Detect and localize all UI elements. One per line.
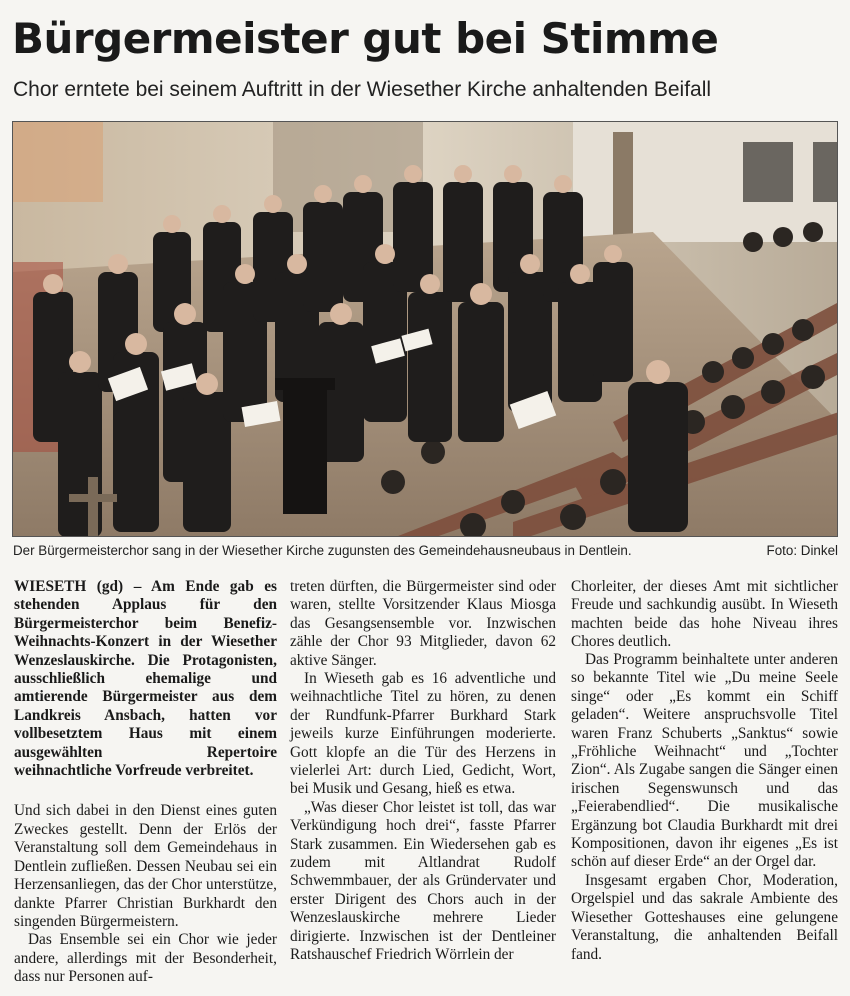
article-headline: Bürgermeister gut bei Stimme [12, 14, 719, 63]
article-column-1 [14, 578, 277, 986]
caption-text: Der Bürgermeisterchor sang in der Wiesether Kirche zugunsten des Gemeindehausneubaus in Dentlein. [13, 543, 632, 558]
article-paragraph: Das Ensemble sei ein Chor wie jeder andere, allerdings mit der Besonderheit, dass nur Personen auf- [14, 931, 277, 986]
choir-photo [12, 121, 838, 537]
article-paragraph-continued: treten dürften, die Bürgermeister sind oder waren, stellte Vorsitzender Klaus Miosga das Gesangsensemble vor. Inzwischen zähle der Chor 93 Mitglieder, davon 62 aktive Sänger. [290, 578, 556, 669]
article-paragraph: Das Programm beinhaltete unter anderen so bekannte Titel wie „Du meine Seele singe“ oder „Es kommt ein Schiff geladen“. Weitere anspruchsvolle Titel waren Franz Schuberts „Sanktus“ sowie „Fröhliche Weihnacht“ und „Tochter Zion“. Als Zugabe sangen die Sänger einen irischen Segenswunsch und das „Feierabendlied“. Die musikalische Ergänzung bot Claudia Burkhardt mit drei Kompositionen, davon ihr eigenes „Es ist schön auf dieser Erde“ an der Orgel dar. [571, 651, 838, 871]
article-lead: WIESETH (gd) – Am Ende gab es stehenden Applaus für den Bürgermeisterchor beim Benefiz-Weihnachts-Konzert in der Wiesether Wenzeslauskirche. Die Protagonisten, ausschließlich ehemalige und amtierende Bürgermeister aus dem Landkreis Ansbach, hatten vor vollbesetztem Haus mit einem ausgewählten Repertoire weihnachtliche Vorfreude verbreitet. [14, 578, 277, 780]
article-paragraph: Insgesamt ergaben Chor, Moderation, Orgelspiel und das sakrale Ambiente des Wiesether Gotteshauses eine gelungene Veranstaltung, die anhaltenden Beifall fand. [571, 871, 838, 963]
article-paragraph: Und sich dabei in den Dienst eines guten Zweckes gestellt. Denn der Erlös der Veranstaltung soll dem Gemeindehaus in Dentlein zufließen. Dessen Neubau sei ein Herzensanliegen, das der Chor unterstütze, dankte Pfarrer Christian Burkhardt den singenden Bürgermeistern. [14, 802, 277, 930]
article-column-2 [290, 578, 556, 983]
article-paragraph: „Was dieser Chor leistet ist toll, das war Verkündigung hoch drei“, fasste Pfarrer Stark zusammen. Ein Wiedersehen gab es zudem mit Altlandrat Rudolf Schwemmbauer, der als Gründervater und erster Dirigent des Chors auch in der Wenzeslauskirche mehrere Lieder dirigierte. Inzwischen ist der Dentleiner Ratshauschef Friedrich Wörrlein der [290, 798, 556, 964]
article-paragraph: In Wieseth gab es 16 adventliche und weihnachtliche Titel zu hören, zu denen der Rundfunk-Pfarrer Burkhard Stark jeweils kurze Einführungen moderierte. Gott klopfe an die Tür des Herzens in vielerlei Art: durch Lied, Gedicht, Wort, bei Musik und Gesang, hieß es etwa. [290, 670, 556, 798]
photo-caption [13, 543, 838, 561]
article-paragraph-continued: Chorleiter, der dieses Amt mit sichtlicher Freude und sachkundig ausübt. In Wieseth machten beide das hohe Niveau ihres Chores deutlich. [571, 578, 838, 651]
article-subheadline: Chor erntete bei seinem Auftritt in der Wiesether Kirche anhaltenden Beifall [13, 78, 712, 101]
article-column-3 [571, 578, 838, 964]
photo-credit: Foto: Dinkel [766, 543, 838, 558]
